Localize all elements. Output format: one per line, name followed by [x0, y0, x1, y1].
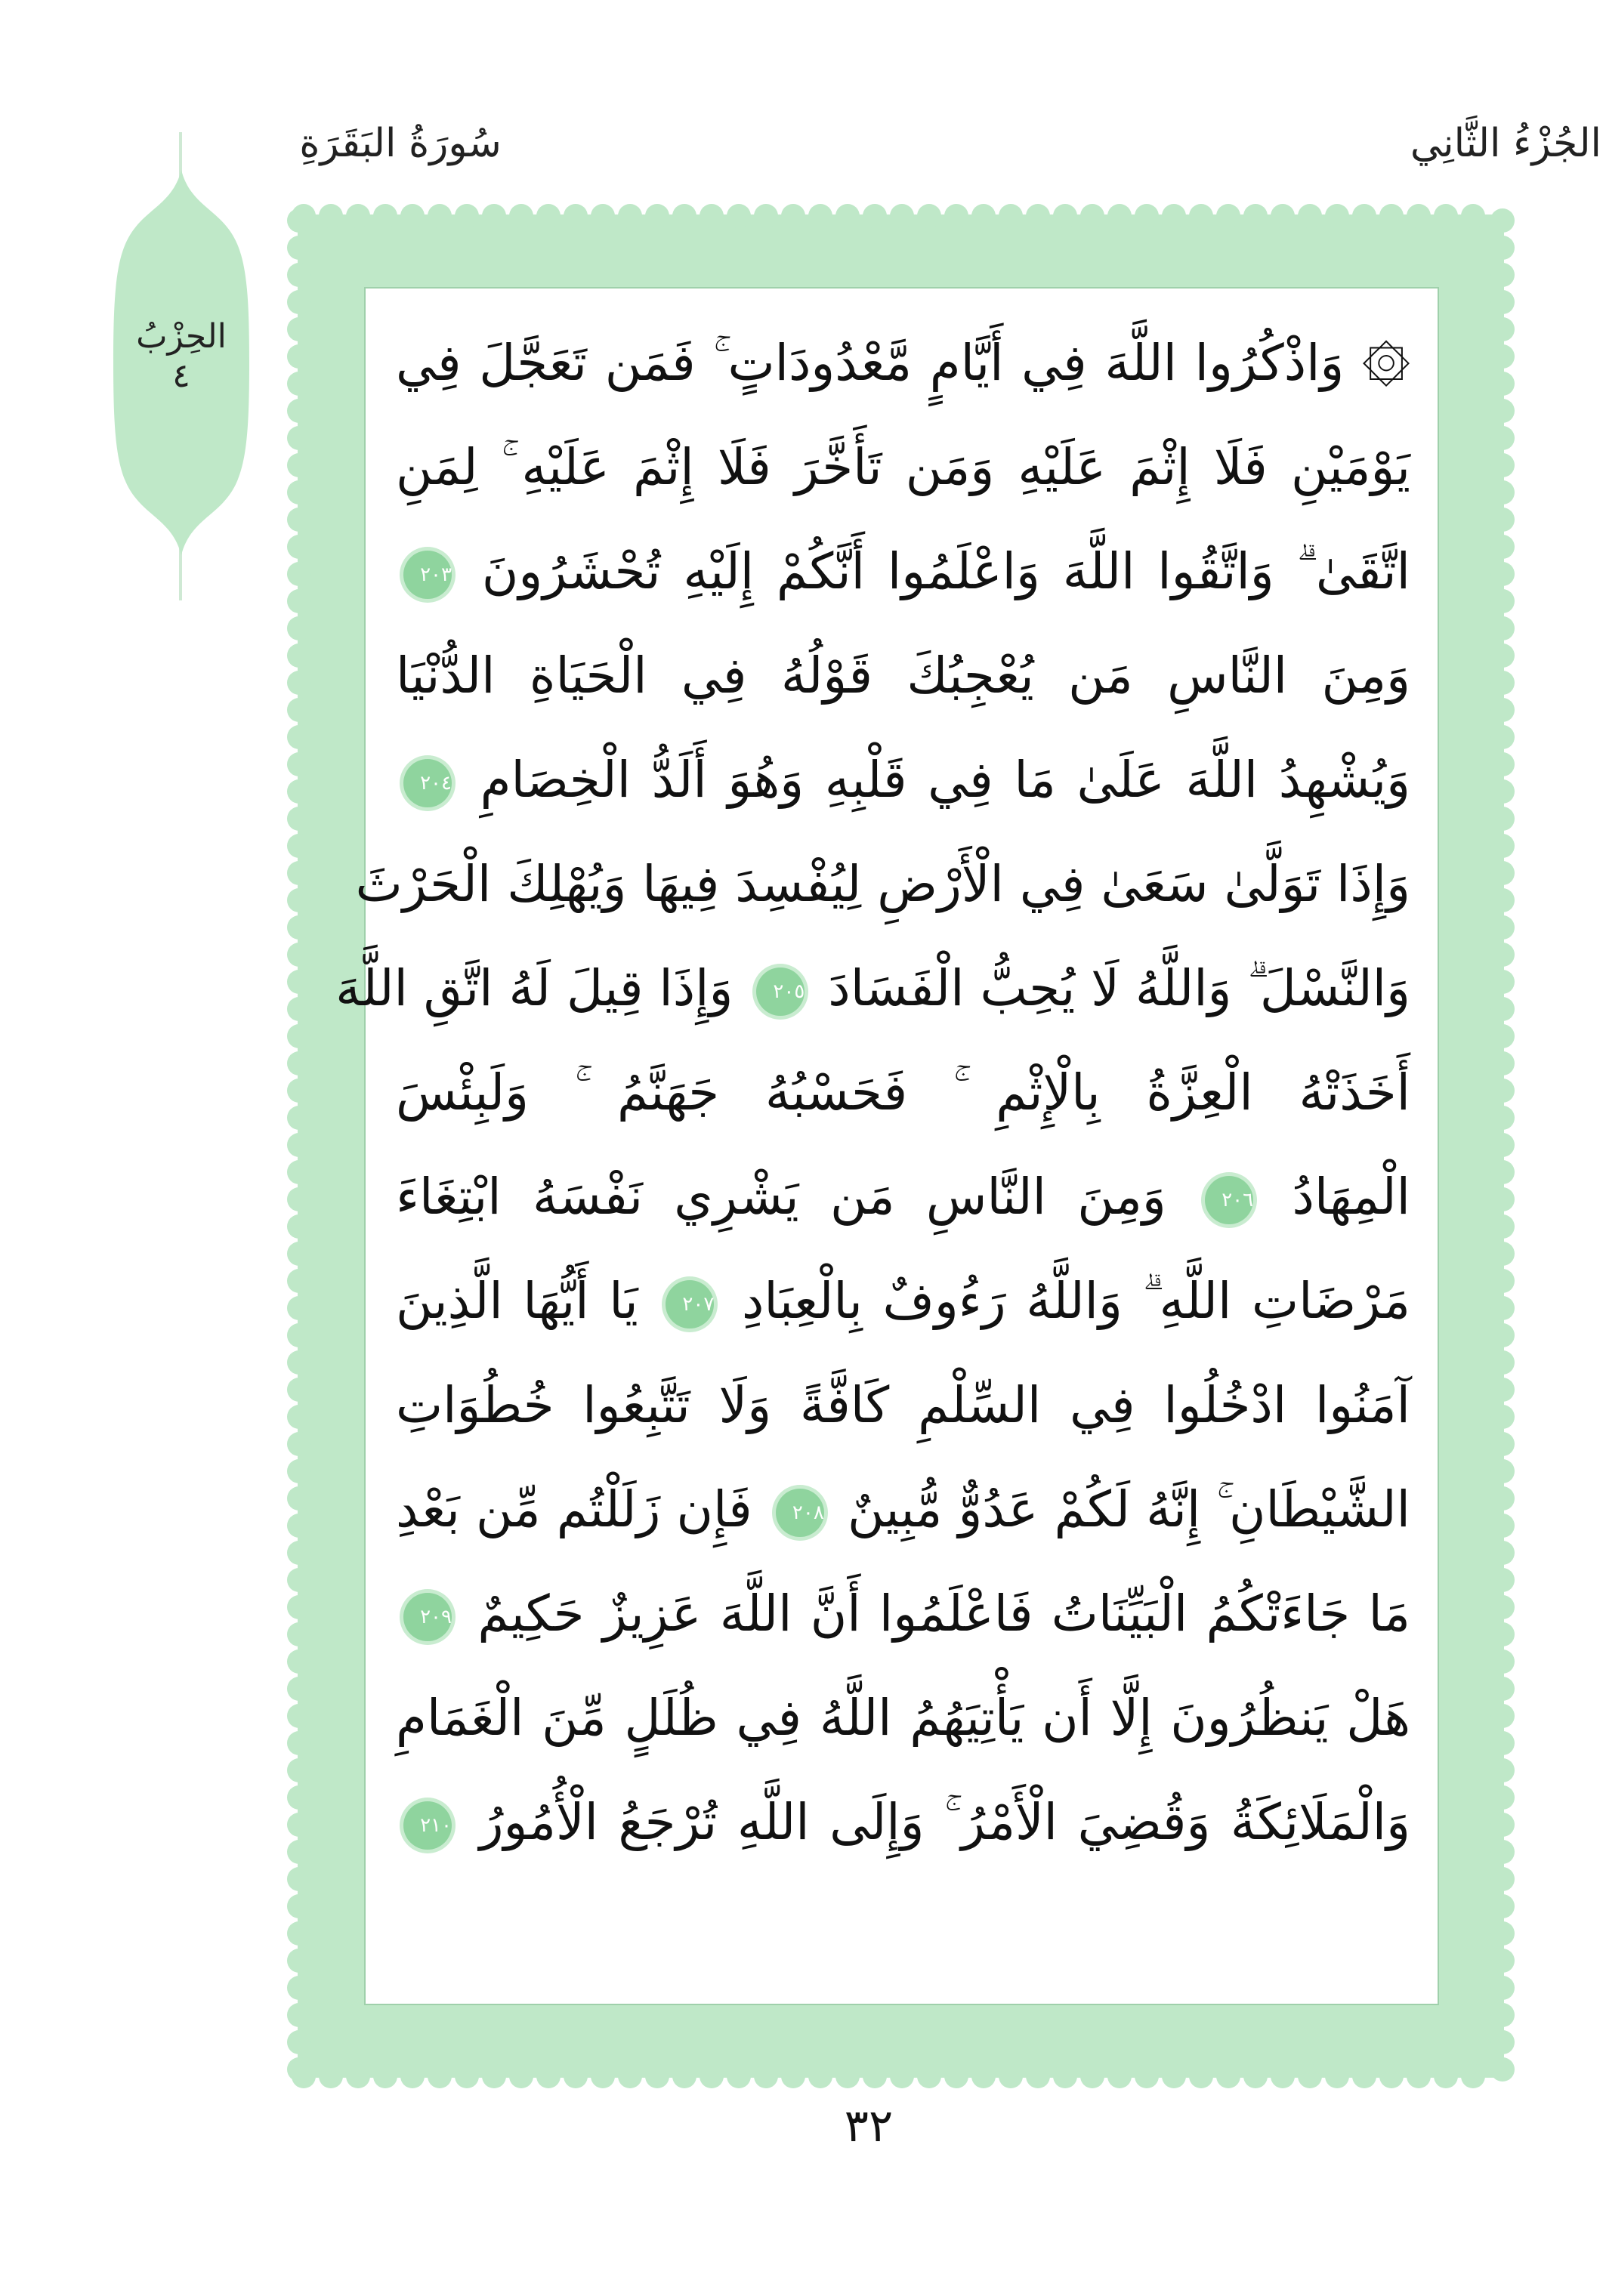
frame-scallop: [1325, 2064, 1349, 2088]
verse-text: أَخَذَتْهُ الْعِزَّةُ بِالْإِثْمِ ۚ فَحَسْبُهُ جَهَنَّمُ ۚ وَلَبِئْسَ: [396, 1063, 1410, 1122]
verse-text: وَمِنَ النَّاسِ مَن يُعْجِبُكَ قَوْلُهُ فِي الْحَيَاةِ الدُّنْيَا: [396, 647, 1410, 705]
frame-scallop: [971, 2064, 996, 2088]
frame-scallop: [1461, 2064, 1485, 2088]
verse-line: [355, 832, 1410, 937]
frame-scallop: [373, 2064, 397, 2088]
frame-scallop: [754, 2064, 778, 2088]
verse-line: [396, 1562, 1410, 1666]
verse-text: وَيُشْهِدُ اللَّهَ عَلَىٰ مَا فِي قَلْبِهِ وَهُوَ أَلَدُّ الْخِصَامِ: [480, 751, 1410, 809]
juz-title: الجُزْءُ الثَّانِي: [1410, 121, 1601, 166]
frame-scallop: [1490, 208, 1515, 233]
frame-scallop: [1189, 2064, 1213, 2088]
frame-scallop: [287, 399, 311, 423]
verse-line: [396, 1145, 1410, 1249]
frame-scallop: [1490, 1731, 1515, 1755]
frame-scallop: [944, 204, 968, 228]
frame-scallop: [287, 725, 311, 749]
frame-scallop: [1379, 204, 1404, 228]
frame-scallop: [1080, 204, 1104, 228]
frame-scallop: [1490, 1106, 1515, 1130]
frame-scallop: [287, 562, 311, 586]
frame-scallop: [1490, 1785, 1515, 1810]
frame-scallop: [1461, 204, 1485, 228]
frame-scallop: [1490, 589, 1515, 613]
verse-text: يَا أَيُّهَا الَّذِينَ: [396, 1272, 638, 1330]
frame-scallop: [287, 1296, 311, 1320]
ayah-number-marker: ٢١٠: [403, 1801, 452, 1850]
frame-scallop: [287, 671, 311, 695]
frame-scallop: [1298, 2064, 1322, 2088]
frame-scallop: [287, 1133, 311, 1157]
frame-scallop: [287, 779, 311, 804]
verse-text: وَمِنَ النَّاسِ مَن يَشْرِي نَفْسَهُ ابْتِغَاءَ: [396, 1168, 1166, 1226]
frame-scallop: [1490, 1378, 1515, 1402]
frame-scallop: [944, 2064, 968, 2088]
verses-block: [335, 311, 1411, 1875]
ayah-number-marker: ٢٠٤: [403, 759, 452, 807]
frame-scallop: [917, 204, 941, 228]
text-area: [335, 287, 1439, 2005]
frame-scallop: [645, 2064, 669, 2088]
frame-scallop: [1490, 698, 1515, 722]
frame-scallop: [1490, 997, 1515, 1021]
frame-scallop: [1490, 236, 1515, 260]
frame-scallop: [1490, 344, 1515, 369]
frame-scallop: [863, 204, 887, 228]
frame-scallop: [287, 834, 311, 858]
frame-scallop: [287, 1459, 311, 1483]
frame-scallop: [1026, 204, 1050, 228]
frame-scallop: [509, 204, 533, 228]
frame-scallop: [287, 1622, 311, 1646]
frame-scallop: [835, 2064, 860, 2088]
verse-text: مَرْضَاتِ اللَّهِ ۗ وَاللَّهُ رَءُوفٌ بِالْعِبَادِ: [741, 1272, 1410, 1330]
frame-scallop: [1490, 1595, 1515, 1619]
frame-scallop: [287, 1024, 311, 1048]
verse-line: [396, 1353, 1410, 1458]
page-frame: [287, 204, 1515, 2088]
frame-scallop: [1490, 752, 1515, 776]
frame-scallop: [1189, 204, 1213, 228]
frame-scallop: [1490, 1813, 1515, 1837]
frame-scallop: [287, 1405, 311, 1429]
frame-scallop: [287, 1350, 311, 1375]
frame-scallop: [700, 204, 724, 228]
frame-scallop: [287, 453, 311, 477]
page-number: ٣٢: [844, 2100, 894, 2152]
frame-scallop: [1490, 1514, 1515, 1538]
frame-scallop: [1490, 453, 1515, 477]
frame-scallop: [1490, 943, 1515, 967]
frame-scallop: [287, 317, 311, 341]
frame-scallop: [727, 2064, 751, 2088]
frame-scallop: [1490, 970, 1515, 994]
frame-scallop: [287, 2030, 311, 2054]
verse-line: [335, 937, 1410, 1041]
frame-scallop: [564, 204, 588, 228]
verse-text: آمَنُوا ادْخُلُوا فِي السِّلْمِ كَافَّةً وَلَا تَتَّبِعُوا خُطُوَاتِ: [396, 1376, 1410, 1434]
frame-scallop: [1490, 1051, 1515, 1075]
verse-line: [396, 1770, 1410, 1875]
frame-scallop: [727, 204, 751, 228]
frame-scallop: [287, 1514, 311, 1538]
frame-scallop: [287, 1378, 311, 1402]
frame-scallop: [287, 236, 311, 260]
frame-scallop: [287, 1568, 311, 1592]
frame-scallop: [1298, 204, 1322, 228]
frame-scallop: [287, 1106, 311, 1130]
frame-scallop: [287, 2057, 311, 2082]
frame-scallop: [1490, 1704, 1515, 1728]
ayah-number-marker: ٢٠٩: [403, 1593, 452, 1641]
frame-scallop: [1490, 426, 1515, 450]
verse-text: وَالْمَلَائِكَةُ وَقُضِيَ الْأَمْرُ ۚ وَإِلَى اللَّهِ تُرْجَعُ الْأُمُورُ: [479, 1793, 1410, 1851]
frame-scallop: [971, 204, 996, 228]
frame-scallop: [1490, 888, 1515, 912]
frame-scallop: [1080, 2064, 1104, 2088]
frame-scallop: [482, 2064, 506, 2088]
verse-line: [396, 1249, 1410, 1353]
frame-scallop: [890, 2064, 914, 2088]
frame-scallop: [1271, 204, 1295, 228]
frame-scallop: [287, 888, 311, 912]
frame-scallop: [1490, 1541, 1515, 1565]
frame-scallop: [287, 535, 311, 559]
frame-scallop: [1407, 204, 1431, 228]
frame-scallop: [618, 204, 642, 228]
frame-scallop: [1135, 204, 1159, 228]
frame-scallop: [287, 480, 311, 505]
frame-scallop: [1434, 2064, 1458, 2088]
frame-scallop: [1271, 2064, 1295, 2088]
frame-scallop: [287, 1949, 311, 1973]
frame-scallop: [1490, 1568, 1515, 1592]
frame-scallop: [287, 1649, 311, 1674]
verse-line: [396, 520, 1410, 624]
frame-scallop: [287, 1187, 311, 1211]
frame-scallop: [536, 2064, 561, 2088]
verse-text: وَالنَّسْلَ ۗ وَاللَّهُ لَا يُحِبُّ الْفَسَادَ: [828, 959, 1410, 1017]
frame-scallop: [1490, 1758, 1515, 1782]
frame-scallop: [346, 204, 370, 228]
frame-scallop: [1490, 372, 1515, 396]
frame-scallop: [287, 1323, 311, 1347]
frame-scallop: [1490, 807, 1515, 831]
frame-scallop: [287, 1867, 311, 1891]
frame-scallop: [1490, 915, 1515, 940]
frame-scallop: [400, 2064, 425, 2088]
frame-scallop: [287, 508, 311, 532]
frame-scallop: [1135, 2064, 1159, 2088]
frame-scallop: [287, 1677, 311, 1701]
frame-scallop: [1490, 1160, 1515, 1184]
frame-scallop: [1434, 204, 1458, 228]
frame-scallop: [1490, 317, 1515, 341]
frame-scallop: [1490, 1214, 1515, 1239]
frame-scallop: [287, 1051, 311, 1075]
frame-scallop: [591, 204, 615, 228]
ayah-number-marker: ٢٠٦: [1205, 1176, 1253, 1224]
frame-scallop: [287, 1595, 311, 1619]
verse-text: اتَّقَىٰ ۗ وَاتَّقُوا اللَّهَ وَاعْلَمُوا أَنَّكُمْ إِلَيْهِ تُحْشَرُونَ: [481, 542, 1410, 600]
frame-scallop: [482, 204, 506, 228]
frame-scallop: [863, 2064, 887, 2088]
frame-scallop: [1490, 1296, 1515, 1320]
frame-scallop: [1490, 1677, 1515, 1701]
frame-scallop: [700, 2064, 724, 2088]
frame-scallop: [1490, 616, 1515, 640]
frame-scallop: [1053, 204, 1077, 228]
frame-scallop: [890, 204, 914, 228]
verse-line: [396, 415, 1410, 520]
frame-scallop: [1490, 1949, 1515, 1973]
frame-scallop: [1490, 1976, 1515, 2000]
frame-scallop: [287, 915, 311, 940]
frame-scallop: [1490, 508, 1515, 532]
frame-scallop: [287, 1541, 311, 1565]
frame-scallop: [808, 2064, 832, 2088]
frame-scallop: [1490, 1242, 1515, 1266]
frame-scallop: [1490, 779, 1515, 804]
frame-scallop: [287, 752, 311, 776]
frame-scallop: [287, 997, 311, 1021]
frame-scallop: [672, 2064, 696, 2088]
frame-scallop: [564, 2064, 588, 2088]
verse-text: هَلْ يَنظُرُونَ إِلَّا أَن يَأْتِيَهُمُ اللَّهُ فِي ظُلَلٍ مِّنَ الْغَمَامِ: [396, 1689, 1410, 1747]
frame-scallop: [1490, 1894, 1515, 1918]
frame-scallop: [287, 1079, 311, 1103]
verse-text: يَوْمَيْنِ فَلَا إِثْمَ عَلَيْهِ وَمَن تَأَخَّرَ فَلَا إِثْمَ عَلَيْهِ ۚ لِمَنِ: [396, 438, 1410, 496]
frame-scallop: [287, 1840, 311, 1864]
frame-scallop: [287, 1486, 311, 1511]
hizb-title: الحِزْبُ: [136, 317, 227, 356]
frame-scallop: [754, 204, 778, 228]
frame-scallop: [287, 1785, 311, 1810]
frame-scallop: [1053, 2064, 1077, 2088]
frame-scallop: [1243, 204, 1268, 228]
frame-scallop: [618, 2064, 642, 2088]
frame-scallop: [287, 426, 311, 450]
frame-scallop: [781, 204, 805, 228]
frame-scallop: [287, 1242, 311, 1266]
verse-text: فَإِن زَلَلْتُم مِّن بَعْدِ: [396, 1480, 752, 1538]
frame-scallop: [287, 1704, 311, 1728]
frame-scallop: [1407, 2064, 1431, 2088]
frame-scallop: [1490, 2057, 1515, 2082]
frame-scallop: [1490, 1840, 1515, 1864]
frame-scallop: [1490, 480, 1515, 505]
ayah-number-marker: ٢٠٧: [666, 1280, 714, 1329]
frame-scallop: [1107, 204, 1132, 228]
frame-scallop: [1490, 643, 1515, 668]
frame-scallop: [287, 970, 311, 994]
frame-scallop: [1490, 1459, 1515, 1483]
frame-scallop: [1216, 204, 1240, 228]
frame-scallop: [346, 2064, 370, 2088]
verse-text: الْمِهَادُ: [1292, 1168, 1410, 1226]
verse-text: وَإِذَا قِيلَ لَهُ اتَّقِ اللَّهَ: [335, 959, 734, 1017]
frame-scallop: [287, 943, 311, 967]
frame-scallop: [509, 2064, 533, 2088]
frame-scallop: [287, 1269, 311, 1293]
frame-scallop: [999, 204, 1023, 228]
frame-scallop: [1490, 1323, 1515, 1347]
frame-scallop: [1490, 671, 1515, 695]
frame-scallop: [808, 204, 832, 228]
frame-scallop: [1490, 399, 1515, 423]
frame-scallop: [1162, 2064, 1186, 2088]
frame-scallop: [1490, 834, 1515, 858]
frame-scallop: [287, 1894, 311, 1918]
verse-line: [396, 624, 1410, 728]
frame-scallop: [287, 589, 311, 613]
frame-scallop: [1352, 2064, 1376, 2088]
frame-scallop: [287, 372, 311, 396]
verse-line: [396, 728, 1410, 832]
frame-scallop: [1490, 1622, 1515, 1646]
frame-scallop: [319, 2064, 343, 2088]
ayah-number-marker: ٢٠٨: [776, 1489, 824, 1537]
frame-scallop: [1107, 2064, 1132, 2088]
frame-scallop: [287, 208, 311, 233]
frame-scallop: [287, 263, 311, 287]
frame-scallop: [287, 861, 311, 885]
frame-scallop: [1490, 535, 1515, 559]
frame-scallop: [287, 643, 311, 668]
frame-scallop: [400, 204, 425, 228]
frame-scallop: [287, 1731, 311, 1755]
frame-scallop: [287, 1214, 311, 1239]
frame-scallop: [1490, 1921, 1515, 1946]
frame-scallop: [287, 1813, 311, 1837]
frame-scallop: [287, 807, 311, 831]
frame-scallop: [1243, 2064, 1268, 2088]
frame-scallop: [287, 1976, 311, 2000]
frame-scallop: [1490, 2030, 1515, 2054]
verse-line: [396, 311, 1410, 415]
frame-scallop: [428, 204, 452, 228]
frame-scallop: [645, 204, 669, 228]
frame-scallop: [319, 204, 343, 228]
verse-line: [396, 1458, 1410, 1562]
frame-scallop: [1352, 204, 1376, 228]
frame-scallop: [1325, 204, 1349, 228]
ayah-number-marker: ٢٠٣: [403, 551, 452, 599]
hizb-label: [113, 317, 249, 396]
frame-scallop: [1490, 1486, 1515, 1511]
frame-scallop: [1490, 725, 1515, 749]
verse-line: [396, 1666, 1410, 1770]
frame-scallop: [1490, 290, 1515, 314]
frame-scallop: [287, 616, 311, 640]
frame-scallop: [917, 2064, 941, 2088]
frame-scallop: [1490, 1405, 1515, 1429]
frame-scallop: [1490, 1649, 1515, 1674]
frame-scallop: [1216, 2064, 1240, 2088]
frame-scallop: [1490, 1133, 1515, 1157]
frame-scallop: [536, 204, 561, 228]
verse-text: مَا جَاءَتْكُمُ الْبَيِّنَاتُ فَاعْلَمُوا أَنَّ اللَّهَ عَزِيزٌ حَكِيمٌ: [477, 1585, 1411, 1643]
verse-text: ۞ وَاذْكُرُوا اللَّهَ فِي أَيَّامٍ مَّعْدُودَاتٍ ۚ فَمَن تَعَجَّلَ فِي: [396, 334, 1410, 392]
frame-scallop: [1490, 1867, 1515, 1891]
verse-line: [396, 1041, 1410, 1145]
ayah-number-marker: ٢٠٥: [756, 967, 805, 1016]
frame-scallop: [1490, 2003, 1515, 2027]
frame-scallop: [287, 344, 311, 369]
frame-scallop: [455, 2064, 479, 2088]
frame-scallop: [999, 2064, 1023, 2088]
frame-scallop: [1379, 2064, 1404, 2088]
frame-scallop: [1026, 2064, 1050, 2088]
frame-scallop: [287, 290, 311, 314]
frame-scallop: [287, 1758, 311, 1782]
verse-text: الشَّيْطَانِ ۚ إِنَّهُ لَكُمْ عَدُوٌّ مُّبِينٌ: [847, 1480, 1410, 1538]
frame-scallop: [287, 1432, 311, 1456]
frame-scallop: [287, 698, 311, 722]
frame-scallop: [781, 2064, 805, 2088]
verse-text: وَإِذَا تَوَلَّىٰ سَعَىٰ فِي الْأَرْضِ لِيُفْسِدَ فِيهَا وَيُهْلِكَ الْحَرْثَ: [355, 855, 1410, 913]
frame-scallop: [1490, 861, 1515, 885]
frame-scallop: [1490, 1350, 1515, 1375]
frame-scallop: [287, 2003, 311, 2027]
frame-scallop: [1490, 1187, 1515, 1211]
frame-scallop: [1490, 1079, 1515, 1103]
frame-scallop: [1490, 562, 1515, 586]
frame-scallop: [455, 204, 479, 228]
hizb-number: ٤: [172, 356, 190, 395]
frame-scallop: [672, 204, 696, 228]
frame-scallop: [287, 1160, 311, 1184]
surah-title: سُورَةُ البَقَرَةِ: [299, 121, 502, 166]
frame-scallop: [1490, 1432, 1515, 1456]
frame-scallop: [835, 204, 860, 228]
frame-scallop: [591, 2064, 615, 2088]
frame-scallop: [428, 2064, 452, 2088]
frame-scallop: [1162, 204, 1186, 228]
frame-scallop: [1490, 263, 1515, 287]
frame-scallop: [1490, 1269, 1515, 1293]
frame-scallop: [1490, 1024, 1515, 1048]
frame-scallop: [287, 1921, 311, 1946]
frame-scallop: [373, 204, 397, 228]
